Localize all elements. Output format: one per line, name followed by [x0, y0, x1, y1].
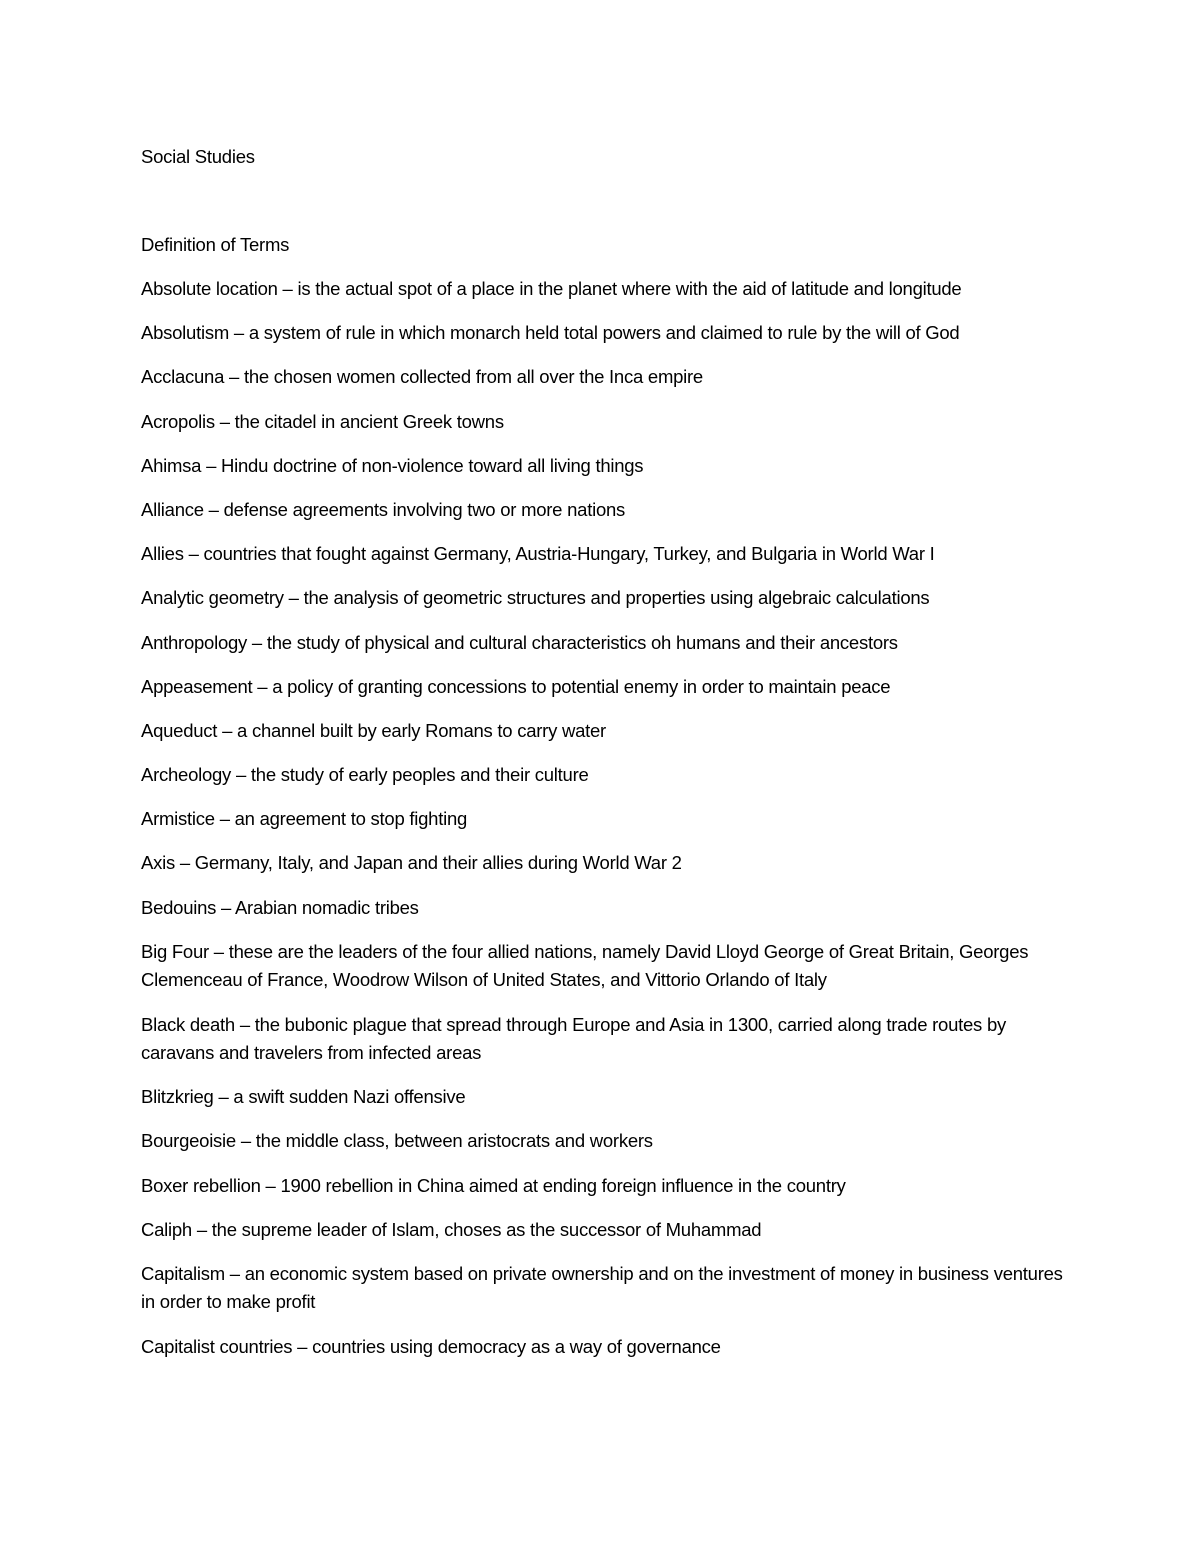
term-definition: Arabian nomadic tribes: [234, 896, 419, 918]
term-definition: Hindu doctrine of non-violence toward all living things: [221, 454, 644, 476]
term-name: Absolutism: [141, 322, 229, 344]
term-name: Capitalist countries: [141, 1335, 293, 1357]
term-definition: an economic system based on private ownership and on the investment of money in business ventures in order to make profit: [141, 1262, 1063, 1313]
term-entry: [141, 452, 1071, 481]
term-name: Armistice: [141, 808, 215, 830]
term-entry: [141, 540, 1071, 569]
term-name: Archeology: [141, 764, 232, 786]
term-separator: –: [216, 896, 235, 918]
term-name: Allies: [141, 543, 184, 565]
term-definition: the citadel in ancient Greek towns: [234, 410, 504, 432]
term-definition: a swift sudden Nazi offensive: [233, 1086, 466, 1108]
term-name: Black death: [141, 1013, 235, 1035]
term-entry: [141, 894, 1071, 923]
term-entry: [141, 319, 1071, 348]
term-definition: a channel built by early Romans to carry water: [237, 719, 606, 741]
term-entry: [141, 1216, 1071, 1245]
term-entry: [141, 849, 1071, 878]
term-name: Ahimsa: [141, 454, 202, 476]
term-definition: these are the leaders of the four allied nations, namely David Lloyd George of Great Britain, Georges Clemenceau of France, Woodrow Wilson of United States, and Vittorio Orlando of Italy: [141, 940, 1029, 991]
term-separator: –: [292, 1335, 313, 1357]
term-definition: the study of early peoples and their culture: [250, 764, 589, 786]
term-name: Appeasement: [141, 675, 253, 697]
term-definition: countries using democracy as a way of governance: [312, 1335, 721, 1357]
term-name: Acropolis: [141, 410, 215, 432]
term-definition: the study of physical and cultural characteristics oh humans and their ancestors: [266, 631, 898, 653]
term-name: Axis: [141, 852, 175, 874]
term-entry: [141, 805, 1071, 834]
term-separator: –: [191, 1218, 212, 1240]
term-definition: a system of rule in which monarch held total powers and claimed to rule by the will of God: [248, 322, 960, 344]
term-name: Capitalism: [141, 1262, 225, 1284]
term-entry: [141, 275, 1071, 304]
term-definition: the chosen women collected from all over the Inca empire: [243, 366, 703, 388]
term-entry: [141, 1172, 1071, 1201]
document-body: [141, 143, 1071, 1377]
term-list: [141, 275, 1071, 1361]
term-entry: [141, 584, 1071, 613]
term-separator: –: [208, 940, 229, 962]
term-name: Analytic geometry: [141, 587, 284, 609]
term-name: Anthropology: [141, 631, 248, 653]
term-name: Acclacuna: [141, 366, 225, 388]
term-entry: [141, 1083, 1071, 1112]
term-separator: –: [224, 366, 244, 388]
section-heading: Definition of Terms: [141, 233, 290, 255]
term-definition: defense agreements involving two or more nations: [223, 498, 626, 520]
term-entry: [141, 1011, 1071, 1068]
term-separator: –: [217, 719, 238, 741]
term-definition: an agreement to stop fighting: [234, 808, 468, 830]
term-definition: Germany, Italy, and Japan and their allies during World War 2: [194, 852, 682, 874]
term-separator: –: [247, 631, 267, 653]
term-definition: the middle class, between aristocrats and workers: [255, 1130, 653, 1152]
term-entry: [141, 761, 1071, 790]
term-name: Aqueduct: [141, 719, 218, 741]
term-entry: [141, 717, 1071, 746]
term-separator: –: [235, 1130, 256, 1152]
term-name: Big Four: [141, 940, 209, 962]
term-definition: the analysis of geometric structures and properties using algebraic calculations: [303, 587, 930, 609]
term-separator: –: [252, 675, 273, 697]
term-definition: a policy of granting concessions to potential enemy in order to maintain peace: [272, 675, 891, 697]
term-definition: 1900 rebellion in China aimed at ending foreign influence in the country: [280, 1174, 846, 1196]
term-separator: –: [234, 1013, 255, 1035]
term-definition: the supreme leader of Islam, choses as the successor of Muhammad: [211, 1218, 762, 1240]
term-name: Absolute location: [141, 278, 278, 299]
term-entry: [141, 629, 1071, 658]
term-separator: –: [214, 808, 235, 830]
term-name: Bedouins: [141, 896, 217, 918]
term-name: Caliph: [141, 1218, 192, 1240]
term-entry: [141, 1260, 1071, 1317]
term-separator: –: [174, 852, 195, 874]
term-separator: –: [224, 1262, 245, 1284]
term-separator: –: [277, 278, 298, 299]
term-separator: –: [213, 1086, 234, 1108]
term-separator: –: [260, 1174, 281, 1196]
term-entry: [141, 496, 1071, 525]
term-entry: [141, 408, 1071, 437]
term-separator: –: [231, 764, 251, 786]
term-definition: countries that fought against Germany, Austria-Hungary, Turkey, and Bulgaria in World War I: [203, 543, 935, 565]
term-entry: [141, 1333, 1071, 1362]
term-separator: –: [183, 543, 204, 565]
term-definition: the bubonic plague that spread through Europe and Asia in 1300, carried along trade routes by caravans and travelers from infected areas: [141, 1013, 1006, 1063]
term-entry: [141, 938, 1071, 995]
term-separator: –: [228, 322, 249, 344]
term-name: Boxer rebellion: [141, 1174, 261, 1196]
term-separator: –: [201, 454, 222, 476]
document-title: Social Studies: [141, 146, 255, 167]
term-separator: –: [203, 498, 224, 520]
term-entry: [141, 363, 1071, 392]
term-separator: –: [283, 587, 304, 609]
term-entry: [141, 673, 1071, 702]
term-name: Alliance: [141, 498, 204, 520]
term-separator: –: [214, 410, 235, 432]
term-name: Blitzkrieg: [141, 1086, 214, 1108]
term-name: Bourgeoisie: [141, 1130, 236, 1152]
term-entry: [141, 1127, 1071, 1156]
term-definition: is the actual spot of a place in the planet where with the aid of latitude and longitude: [297, 278, 962, 299]
